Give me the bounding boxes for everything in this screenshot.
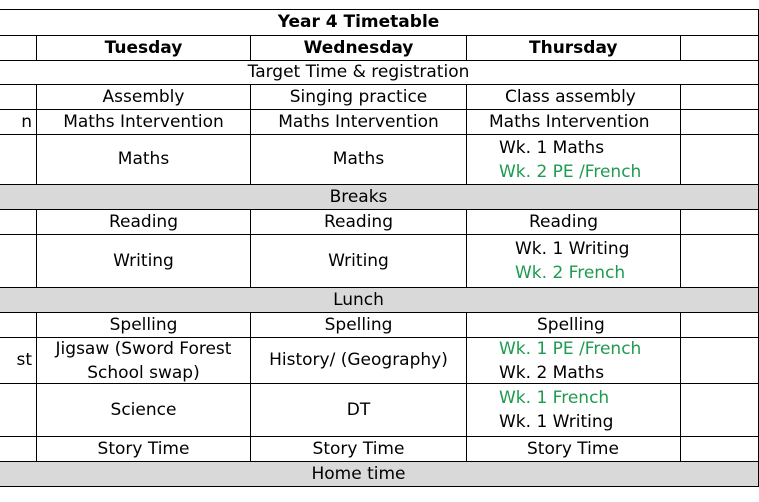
afternoon1-wednesday: History/ (Geography) [251, 338, 467, 384]
reading-thursday: Reading [467, 210, 681, 235]
maths-friday [681, 135, 759, 185]
maths-tuesday: Maths [37, 135, 251, 185]
spelling-tuesday: Spelling [37, 313, 251, 338]
story-tuesday: Story Time [37, 437, 251, 462]
day-header-monday [0, 36, 37, 61]
story-monday [0, 437, 37, 462]
afternoon2-friday [681, 384, 759, 437]
reading-wednesday: Reading [251, 210, 467, 235]
writing-wednesday: Writing [251, 235, 467, 288]
maths-monday [0, 135, 37, 185]
writing-tuesday: Writing [37, 235, 251, 288]
breaks-row: Breaks [0, 185, 759, 210]
afternoon2-wednesday: DT [251, 384, 467, 437]
writing-thursday-line2: Wk. 2 French [515, 263, 626, 283]
home-time-row: Home time [0, 462, 759, 487]
writing-thursday-line1: Wk. 1 Writing [515, 239, 630, 259]
afternoon2-thursday-line2: Wk. 1 Writing [499, 412, 614, 432]
story-friday [681, 437, 759, 462]
maths-thursday-line2: Wk. 2 PE /French [499, 161, 642, 182]
assembly-tuesday: Assembly [37, 85, 251, 110]
afternoon1-tuesday-line1: Jigsaw (Sword Forest [55, 338, 232, 359]
maths-thursday [467, 135, 681, 185]
intervention-friday [681, 110, 759, 135]
afternoon1-thursday-line2: Wk. 2 Maths [499, 362, 605, 383]
afternoon2-thursday-line1: Wk. 1 French [499, 388, 610, 408]
day-header-tuesday: Tuesday [37, 36, 251, 61]
spelling-wednesday: Spelling [251, 313, 467, 338]
day-header-wednesday: Wednesday [251, 36, 467, 61]
reading-tuesday: Reading [37, 210, 251, 235]
afternoon2-thursday [467, 384, 681, 437]
day-header-friday [681, 36, 759, 61]
intervention-monday: n [0, 110, 37, 135]
intervention-tuesday: Maths Intervention [37, 110, 251, 135]
assembly-wednesday: Singing practice [251, 85, 467, 110]
assembly-friday [681, 85, 759, 110]
spelling-monday [0, 313, 37, 338]
afternoon1-monday: st [0, 338, 37, 384]
maths-wednesday: Maths [251, 135, 467, 185]
spelling-friday [681, 313, 759, 338]
afternoon1-tuesday-line2: School swap) [87, 362, 200, 383]
lunch-row: Lunch [0, 288, 759, 313]
assembly-monday [0, 85, 37, 110]
assembly-thursday: Class assembly [467, 85, 681, 110]
timetable-title: Year 4 Timetable [0, 10, 759, 36]
writing-monday [0, 235, 37, 288]
afternoon1-friday [681, 338, 759, 384]
registration-row: Target Time & registration [0, 61, 759, 85]
maths-thursday-line1: Wk. 1 Maths [499, 137, 605, 158]
afternoon2-tuesday: Science [37, 384, 251, 437]
timetable-grid [0, 9, 759, 487]
afternoon2-monday [0, 384, 37, 437]
intervention-thursday: Maths Intervention [467, 110, 681, 135]
afternoon1-thursday-line1: Wk. 1 PE /French [499, 338, 642, 359]
intervention-wednesday: Maths Intervention [251, 110, 467, 135]
story-wednesday: Story Time [251, 437, 467, 462]
day-header-thursday: Thursday [467, 36, 681, 61]
afternoon1-thursday [467, 338, 681, 384]
writing-friday [681, 235, 759, 288]
afternoon1-tuesday [37, 338, 251, 384]
reading-monday [0, 210, 37, 235]
reading-friday [681, 210, 759, 235]
writing-thursday [467, 235, 681, 288]
spelling-thursday: Spelling [467, 313, 681, 338]
story-thursday: Story Time [467, 437, 681, 462]
